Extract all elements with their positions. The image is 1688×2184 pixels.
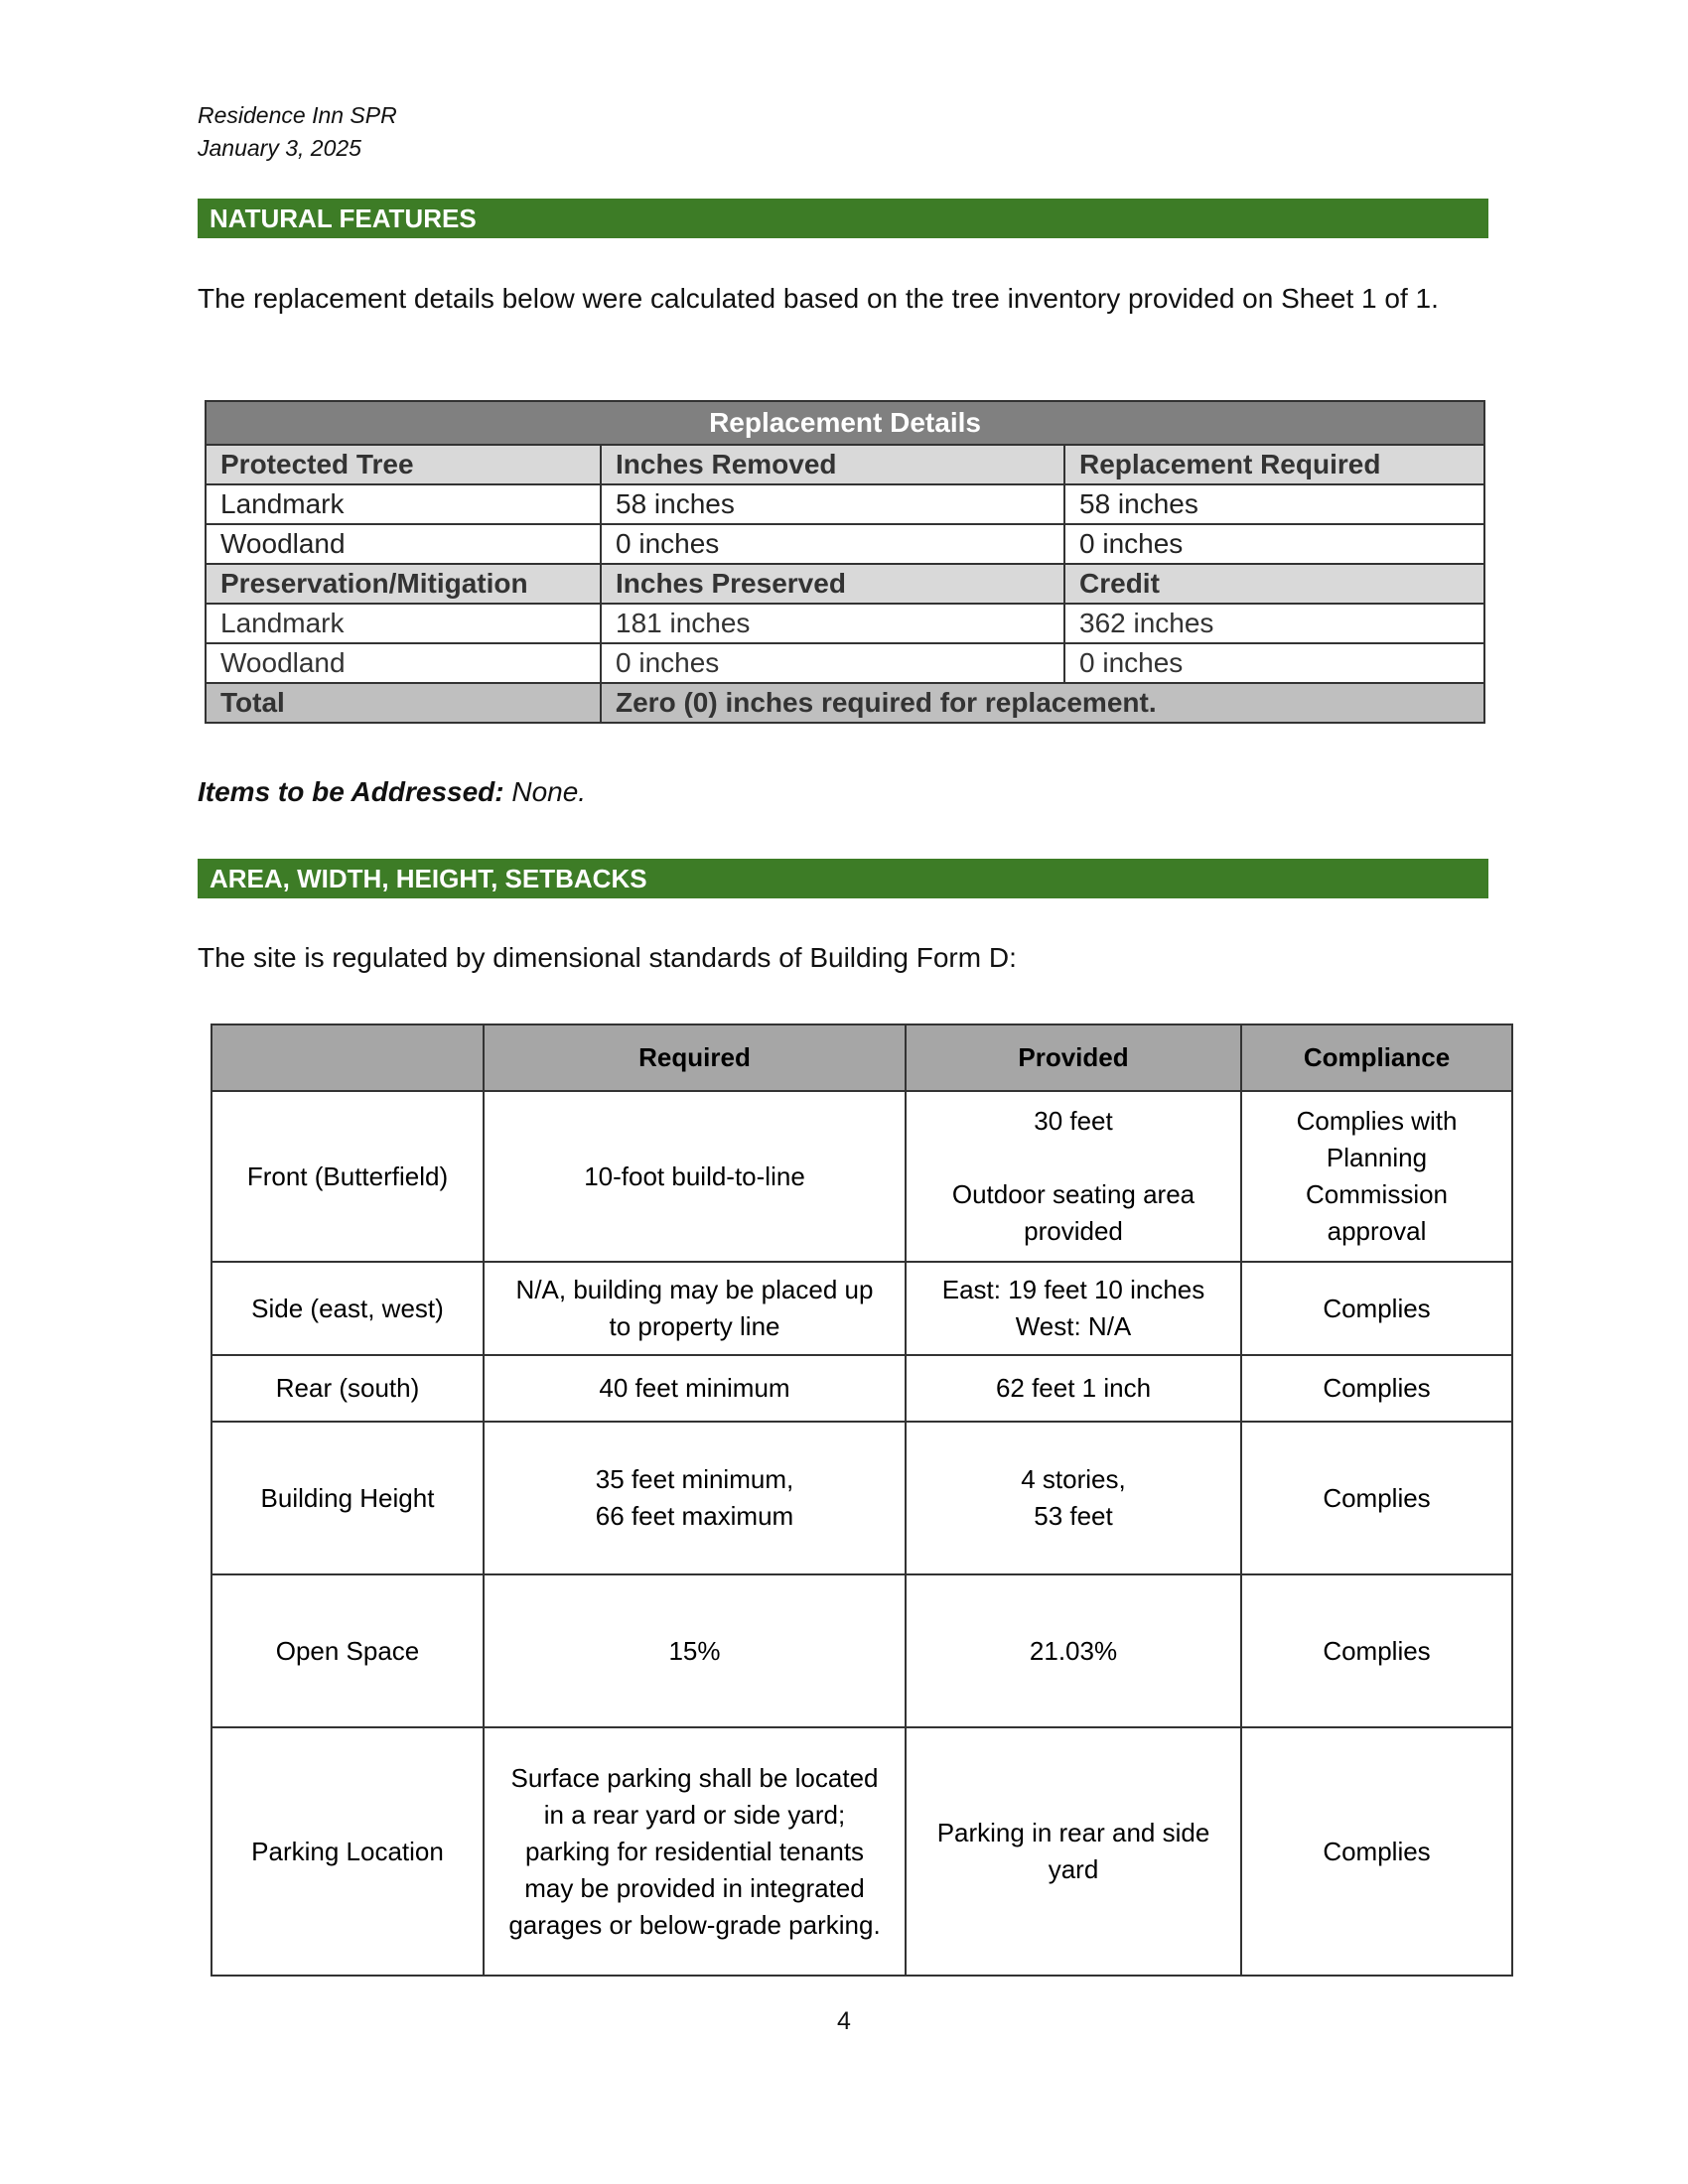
total-label: Total: [206, 683, 601, 723]
table-header-row: [206, 445, 1484, 484]
column-header: Preservation/Mitigation: [206, 564, 601, 604]
table-cell: 362 inches: [1064, 604, 1484, 643]
table-row: [211, 1727, 1512, 1976]
column-header: Protected Tree: [206, 445, 601, 484]
cell-compliance: [1241, 1574, 1512, 1727]
items-label: Items to be Addressed:: [198, 776, 504, 807]
table-title-row: [206, 401, 1484, 445]
cell-line: 4 stories,: [1021, 1464, 1126, 1494]
cell-line: 40 feet minimum: [599, 1373, 790, 1403]
table-row: [211, 1262, 1512, 1355]
cell-compliance: [1241, 1422, 1512, 1574]
column-header: Provided: [906, 1024, 1241, 1091]
cell-line: Complies: [1323, 1293, 1431, 1323]
cell-line: in a rear yard or side yard;: [543, 1799, 846, 1830]
table-cell: 0 inches: [601, 643, 1064, 683]
cell-line: Complies: [1323, 1373, 1431, 1403]
cell-required: [484, 1574, 906, 1727]
cell-compliance: [1241, 1262, 1512, 1355]
column-header: Inches Preserved: [601, 564, 1064, 604]
cell-line: Complies with: [1296, 1106, 1458, 1136]
cell-compliance: [1241, 1727, 1512, 1976]
table-row: [206, 524, 1484, 564]
column-header: Replacement Required: [1064, 445, 1484, 484]
table-cell: Landmark: [206, 484, 601, 524]
cell-line: garages or below-grade parking.: [508, 1909, 881, 1940]
row-label: Front (Butterfield): [211, 1091, 484, 1262]
cell-line: Outdoor seating area: [951, 1179, 1196, 1209]
cell-line: Parking in rear and side: [936, 1818, 1210, 1847]
cell-line: Complies: [1323, 1635, 1431, 1666]
table-cell: 0 inches: [1064, 524, 1484, 564]
cell-line: 66 feet maximum: [595, 1501, 794, 1531]
cell-provided: [906, 1091, 1241, 1262]
cell-provided: [906, 1355, 1241, 1422]
table-row: [206, 643, 1484, 683]
cell-line: West: N/A: [1015, 1311, 1132, 1341]
table-title: Replacement Details: [206, 401, 1484, 445]
cell-line: approval: [1327, 1216, 1427, 1246]
table-row: [206, 604, 1484, 643]
cell-compliance: [1241, 1355, 1512, 1422]
natural-features-intro: The replacement details below were calculated based on the tree inventory provided on Sheet 1 of 1.: [198, 283, 1439, 314]
dimensional-standards-table: [211, 1024, 1513, 1977]
row-label: Building Height: [211, 1422, 484, 1574]
cell-provided: [906, 1422, 1241, 1574]
cell-line: yard: [1048, 1854, 1099, 1884]
document-title: Residence Inn SPR: [198, 102, 397, 128]
document-date: January 3, 2025: [198, 135, 361, 161]
cell-provided: [906, 1727, 1241, 1976]
table-header-row: [206, 564, 1484, 604]
cell-line: 35 feet minimum,: [595, 1464, 794, 1494]
total-value: Zero (0) inches required for replacement.: [601, 683, 1484, 723]
cell-line: Surface parking shall be located: [510, 1762, 879, 1793]
table-row: [211, 1091, 1512, 1262]
cell-required: [484, 1727, 906, 1976]
column-header: Compliance: [1241, 1024, 1512, 1091]
table-row: [211, 1355, 1512, 1422]
table-cell: 0 inches: [1064, 643, 1484, 683]
cell-line: Commission: [1305, 1179, 1449, 1209]
cell-line: parking for residential tenants: [524, 1836, 865, 1866]
cell-line: Planning: [1326, 1143, 1428, 1172]
cell-line: Complies: [1323, 1836, 1431, 1866]
cell-line: East: 19 feet 10 inches: [941, 1275, 1205, 1304]
cell-line: Complies: [1323, 1482, 1431, 1513]
cell-line: [914, 1140, 1232, 1176]
cell-required: [484, 1262, 906, 1355]
cell-line: 53 feet: [1034, 1501, 1113, 1531]
cell-provided: [906, 1574, 1241, 1727]
page-number: 4: [837, 2007, 851, 2035]
table-total-row: [206, 683, 1484, 723]
cell-line: N/A, building may be placed up: [515, 1275, 874, 1304]
cell-line: 21.03%: [1029, 1635, 1118, 1666]
table-row: [211, 1422, 1512, 1574]
replacement-details-table: [205, 400, 1485, 724]
cell-line: to property line: [609, 1311, 780, 1341]
table-cell: 181 inches: [601, 604, 1064, 643]
table-cell: 58 inches: [601, 484, 1064, 524]
row-label: Side (east, west): [211, 1262, 484, 1355]
table-header-row: [211, 1024, 1512, 1091]
cell-required: [484, 1091, 906, 1262]
table-cell: 58 inches: [1064, 484, 1484, 524]
section-heading-setbacks: AREA, WIDTH, HEIGHT, SETBACKS: [198, 859, 1488, 898]
column-header: Inches Removed: [601, 445, 1064, 484]
cell-required: [484, 1355, 906, 1422]
table-cell: Woodland: [206, 524, 601, 564]
cell-provided: [906, 1262, 1241, 1355]
cell-line: provided: [1024, 1216, 1123, 1246]
column-header: Credit: [1064, 564, 1484, 604]
column-header: [211, 1024, 484, 1091]
cell-required: [484, 1422, 906, 1574]
cell-line: 10-foot build-to-line: [584, 1160, 805, 1191]
cell-line: 62 feet 1 inch: [995, 1373, 1152, 1403]
table-cell: 0 inches: [601, 524, 1064, 564]
cell-line: 15%: [668, 1635, 721, 1666]
cell-compliance: [1241, 1091, 1512, 1262]
table-row: [206, 484, 1484, 524]
column-header: Required: [484, 1024, 906, 1091]
row-label: Open Space: [211, 1574, 484, 1727]
section-heading-natural-features: NATURAL FEATURES: [198, 199, 1488, 238]
row-label: Rear (south): [211, 1355, 484, 1422]
cell-line: 30 feet: [1034, 1106, 1113, 1136]
row-label: Parking Location: [211, 1727, 484, 1976]
setbacks-intro: The site is regulated by dimensional standards of Building Form D:: [198, 942, 1017, 973]
table-cell: Woodland: [206, 643, 601, 683]
cell-line: may be provided in integrated: [524, 1872, 865, 1903]
table-cell: Landmark: [206, 604, 601, 643]
items-value: None.: [503, 776, 587, 807]
table-row: [211, 1574, 1512, 1727]
items-to-be-addressed: [198, 776, 586, 808]
